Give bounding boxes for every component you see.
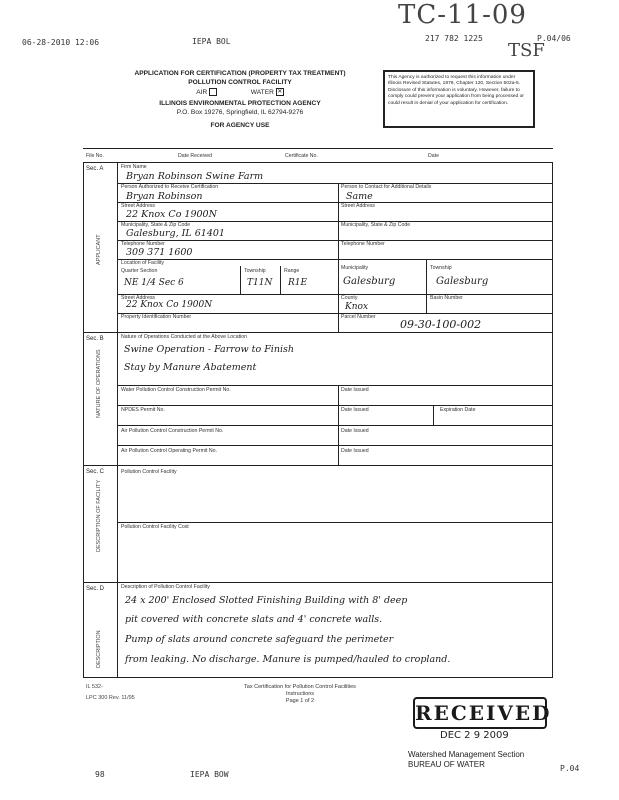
construction-permit-date-label: Date Issued — [341, 387, 369, 393]
fax-page: P.04/06 — [537, 34, 571, 43]
initials-stamp: TSF — [508, 40, 545, 61]
disclosure-box: This Agency is authorized to request this information under Illinois Revised Statutes, 1979, Chapter 120, Section 502a-5. Disclosure of this information is voluntary. However, failure to comply could prevent your application from being processed or could result in denial of your application for certification. — [383, 70, 535, 128]
date-received-label: Date Received — [178, 153, 213, 159]
parcel-number-value: 09-30-100-002 — [400, 318, 482, 331]
quarter-section-value: NE 1/4 Sec 6 — [124, 278, 184, 288]
section-d-side-label: DESCRIPTION — [96, 630, 102, 668]
section-b-side-label: NATURE OF OPERATIONS — [96, 349, 102, 418]
form-title-line1: APPLICATION FOR CERTIFICATION (PROPERTY TAX TREATMENT) — [134, 70, 346, 77]
phone-value: 309 371 1600 — [126, 247, 193, 258]
facility-cost-label: Pollution Control Facility Cost — [121, 524, 189, 530]
fax-timestamp: 06-28-2010 12:06 — [22, 38, 100, 47]
phone-label: Telephone Number — [121, 241, 165, 247]
description-line1: 24 x 200' Enclosed Slotted Finishing Building with 8' deep — [125, 595, 408, 606]
water-checkbox[interactable]: ✕ — [277, 89, 283, 96]
form-type-row — [100, 88, 380, 97]
fax-sender: IEPA BOL — [192, 37, 231, 46]
air-construction-permit-label: Air Pollution Control Construction Permit No. — [121, 428, 224, 434]
air-checkbox[interactable] — [209, 88, 217, 96]
twp-value: Galesburg — [436, 276, 489, 287]
air-construction-date-label: Date Issued — [341, 428, 369, 434]
nature-label: Nature of Operations Conducted at the Above Location — [121, 334, 248, 340]
nature-value-line2: Stay by Manure Abatement — [124, 362, 257, 373]
form-title — [100, 70, 380, 130]
location-street-value: 22 Knox Co 1900N — [126, 300, 213, 310]
section-c-label: Sec. C — [86, 469, 105, 475]
fax-bottom-left: 98 — [95, 770, 105, 779]
department-line1: Watershed Management Section — [408, 750, 525, 759]
case-number-stamp: TC-11-09 — [398, 0, 527, 30]
authorized-person-value: Bryan Robinson — [126, 191, 203, 202]
npdes-permit-label: NPDES Permit No. — [121, 407, 165, 413]
expiration-date-label: Expiration Date — [440, 407, 476, 413]
parcel-number-label: Parcel Number — [341, 314, 376, 320]
city-value: Galesburg, IL 61401 — [126, 228, 225, 239]
department-line2: BUREAU OF WATER — [408, 760, 485, 769]
street-2-label: Street Address — [341, 203, 376, 209]
township-number-value: T11N — [247, 278, 273, 288]
footer-center-line2: Instructions — [285, 691, 315, 698]
range-value: R1E — [288, 278, 308, 288]
municipality-label: Municipality — [341, 265, 369, 271]
footer-center — [220, 684, 380, 705]
air-operating-permit-label: Air Pollution Control Operating Permit No. — [121, 448, 218, 454]
npdes-date-label: Date Issued — [341, 407, 369, 413]
description-line3: Pump of slats around concrete safeguard the perimeter — [125, 634, 394, 645]
authorized-person-label: Person Authorized to Receive Certification — [121, 184, 219, 190]
description-line4: from leaking. No discharge. Manure is pumped/hauled to cropland. — [125, 654, 451, 665]
section-c-side-label: DESCRIPTION OF FACILITY — [96, 479, 102, 552]
description-line2: pit covered with concrete slats and 4' concrete walls. — [125, 614, 383, 625]
location-label: Location of Facility — [121, 260, 164, 266]
municipality-value: Galesburg — [343, 276, 396, 287]
section-a-label: Sec. A — [86, 166, 104, 172]
description-label: Description of Pollution Control Facility — [121, 584, 210, 590]
form-title-line2: POLLUTION CONTROL FACILITY — [188, 78, 292, 86]
fax-number: 217 782 1225 — [425, 34, 483, 43]
for-agency-use: FOR AGENCY USE — [210, 121, 270, 129]
air-operating-date-label: Date Issued — [341, 448, 369, 454]
form-revision: LPC 300 Rev. 11/95 — [86, 695, 135, 701]
basin-number-label: Basin Number — [430, 295, 463, 301]
city-2-label: Municipality, State & Zip Code — [341, 222, 411, 228]
county-value: Knox — [345, 302, 369, 312]
section-d-label: Sec. D — [86, 586, 105, 592]
street-value: 22 Knox Co 1900N — [126, 209, 217, 220]
air-label: AIR — [196, 88, 208, 96]
certificate-no-label: Certificate No. — [285, 153, 318, 159]
received-date: DEC 2 9 2009 — [440, 730, 509, 741]
quarter-section-label: Quarter Section — [121, 268, 158, 274]
received-stamp: RECEIVED — [413, 697, 547, 729]
section-a-side-label: APPLICANT — [96, 234, 102, 265]
facility-desc-label: Pollution Control Facility — [121, 469, 177, 475]
agency-address: P.O. Box 19276, Springfield, IL 62794-9276 — [176, 109, 304, 116]
nature-value-line1: Swine Operation - Farrow to Finish — [124, 344, 294, 355]
township-number-label: Township — [244, 268, 266, 274]
city-label: Municipality, State & Zip Code — [121, 222, 191, 228]
location-street-label: Street Address — [121, 295, 156, 301]
county-label: County — [341, 295, 358, 301]
firm-name-label: Firm Name — [121, 164, 147, 170]
street-label: Street Address — [121, 203, 156, 209]
fax-bottom-center: IEPA BOW — [190, 770, 229, 779]
fax-bottom-right: P.04 — [560, 764, 580, 773]
firm-name-value: Bryan Robinson Swine Farm — [126, 171, 264, 182]
range-label: Range — [284, 268, 300, 274]
agency-name: ILLINOIS ENVIRONMENTAL PROTECTION AGENCY — [159, 100, 321, 108]
section-b-label: Sec. B — [86, 336, 104, 342]
footer-center-line1: Tax Certification for Pollution Control Facilities — [244, 684, 356, 690]
pin-label: Property Identification Number — [121, 314, 192, 320]
contact-person-label: Person to Contact for Additional Details — [341, 184, 432, 190]
form-code: IL 532- — [86, 684, 103, 690]
water-label: WATER — [250, 88, 274, 96]
phone-2-label: Telephone Number — [341, 241, 385, 247]
twp-label: Township — [430, 265, 452, 271]
date-label: Date — [428, 153, 439, 159]
contact-person-value: Same — [346, 191, 373, 202]
footer-center-line3: Page 1 of 2 — [285, 698, 315, 705]
file-no-label: File No. — [86, 153, 104, 159]
construction-permit-label: Water Pollution Control Construction Permit No. — [121, 387, 231, 393]
